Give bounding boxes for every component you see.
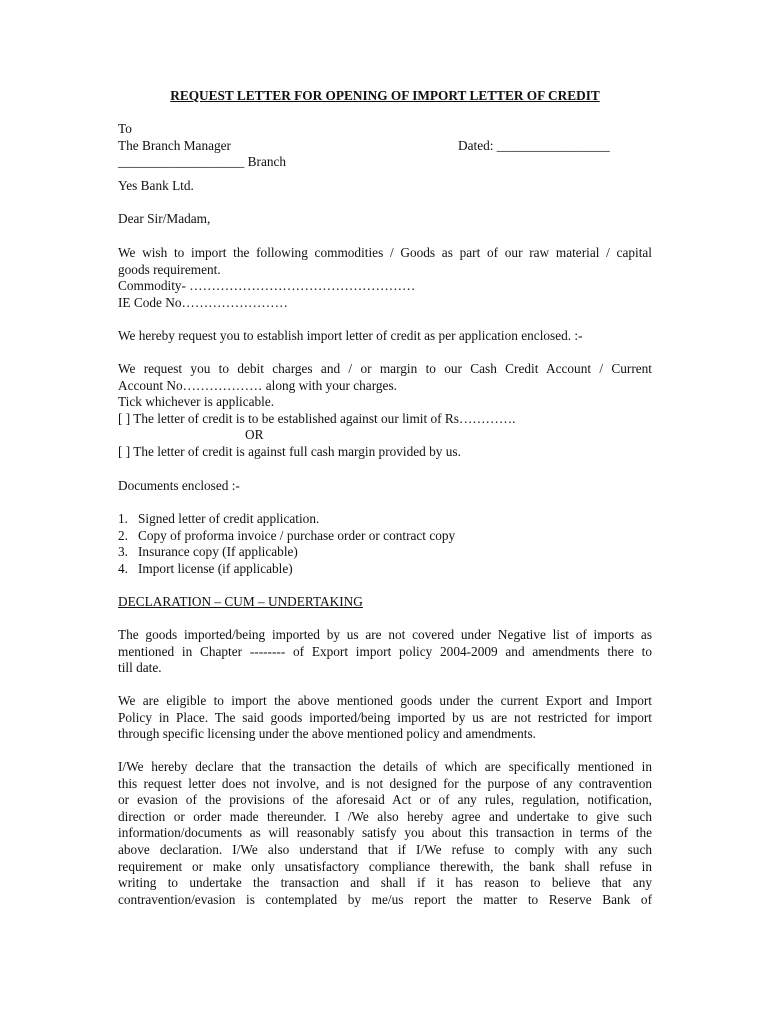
list-item: 3. Insurance copy (If applicable) bbox=[118, 544, 298, 560]
debit-paragraph bbox=[118, 361, 652, 461]
branch-field: ___________________ Branch bbox=[118, 154, 287, 169]
bank-name: Yes Bank Ltd. bbox=[118, 178, 194, 193]
list-item: 1. Signed letter of credit application. bbox=[118, 511, 320, 526]
commodity-line: Commodity- …………………………………………… bbox=[118, 278, 416, 294]
declaration-paragraph-3: I/We hereby declare that the transaction the details of which are specifically mentioned in this request letter does not involve, and is not designed for the purpose of any contravention or evasion of the provisions of the aforesaid Act or of any rules, regulation, notification, direction or order made thereunder. I /We also hereby agree and undertake to give such information/documents as will reasonably satisfy you about this transaction in terms of the above declaration. I/We also understand that if I/We refuse to comply with any such requirement or make only unsatisfactory compliance therewith, the bank shall refuse in writing to undertake the transaction and shall if it has reason to believe that any contravention/evasion is contemplated by me/us report the matter to Reserve Bank of bbox=[118, 759, 652, 907]
salutation: Dear Sir/Madam, bbox=[118, 211, 211, 226]
import-line: goods requirement. bbox=[118, 261, 221, 277]
debit-line: We request you to debit charges and / or margin to our Cash Credit Account / Current bbox=[118, 361, 652, 376]
list-item: 2. Copy of proforma invoice / purchase order or contract copy bbox=[118, 527, 456, 543]
tick-instruction: Tick whichever is applicable. bbox=[118, 394, 275, 410]
option-cash-margin: [ ] The letter of credit is against full cash margin provided by us. bbox=[118, 443, 461, 459]
address-to: To bbox=[118, 121, 132, 136]
dated-field: Dated: _________________ bbox=[458, 138, 610, 153]
import-paragraph bbox=[118, 245, 652, 311]
declaration-heading: DECLARATION – CUM – UNDERTAKING bbox=[118, 594, 363, 609]
declaration-paragraph-1: The goods imported/being imported by us are not covered under Negative list of imports as mentioned in Chapter -------- of Export import policy 2004-2009 and amendments there to till date. bbox=[118, 627, 652, 676]
documents-list bbox=[118, 511, 455, 577]
declaration-paragraph-2: We are eligible to import the above mentioned goods under the current Export and Import Policy in Place. The said goods imported/being imported by us are not restricted for import through specific licensing under the above mentioned policy and amendments. bbox=[118, 693, 652, 742]
document-title: REQUEST LETTER FOR OPENING OF IMPORT LETTER OF CREDIT bbox=[170, 88, 600, 103]
address-manager: The Branch Manager bbox=[118, 138, 231, 153]
option-limit: [ ] The letter of credit is to be established against our limit of Rs…………. bbox=[118, 410, 516, 426]
documents-heading: Documents enclosed :- bbox=[118, 478, 240, 493]
or-separator: OR bbox=[245, 427, 264, 443]
import-line: We wish to import the following commodities / Goods as part of our raw material / capital bbox=[118, 245, 652, 260]
list-item: 4. Import license (if applicable) bbox=[118, 560, 293, 576]
ie-code-line: IE Code No…………………… bbox=[118, 294, 288, 310]
debit-line: Account No……………… along with your charges. bbox=[118, 377, 397, 393]
request-paragraph: We hereby request you to establish import letter of credit as per application enclosed. :- bbox=[118, 328, 583, 343]
